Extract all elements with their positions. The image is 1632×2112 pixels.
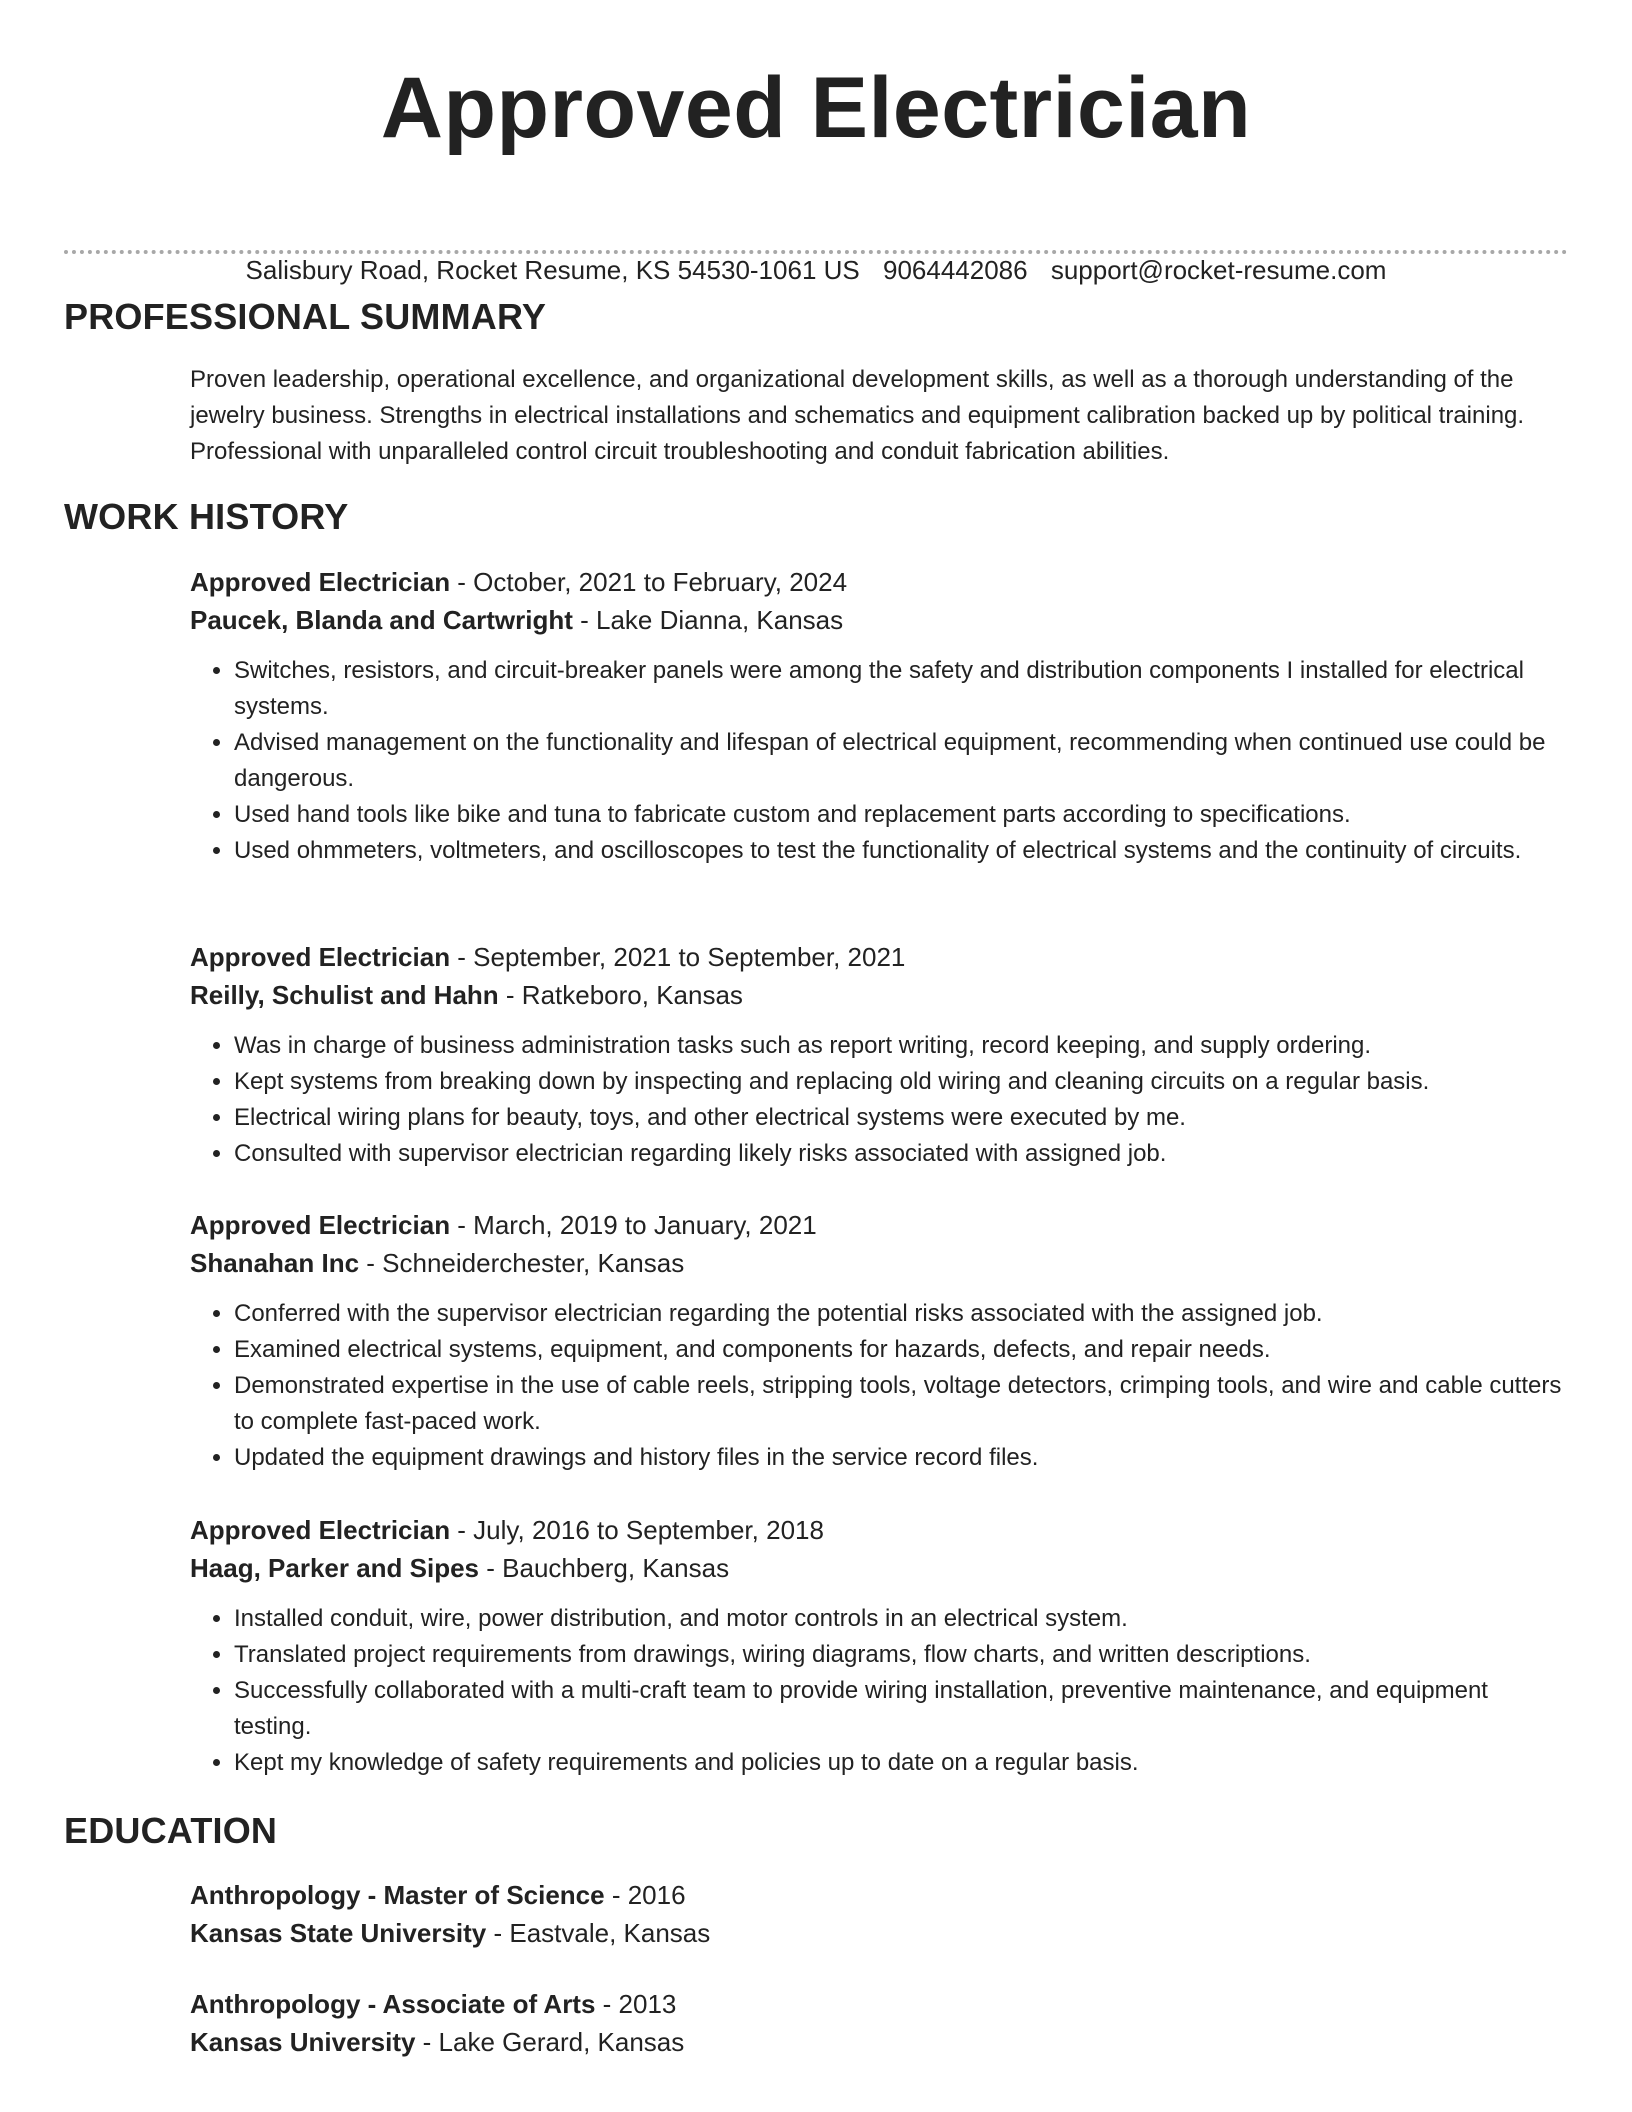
job-bullets: [190, 1028, 1570, 1172]
education-entry: [190, 1876, 1570, 1952]
job-entry: [190, 1206, 1570, 1476]
section-title-summary: PROFESSIONAL SUMMARY: [64, 296, 547, 337]
job-company-line: [190, 1244, 1570, 1282]
job-location: - Lake Dianna, Kansas: [572, 605, 844, 635]
contact-phone: 9064442086: [882, 255, 1028, 285]
job-entry: [190, 1511, 1570, 1781]
job-dates: - September, 2021 to September, 2021: [450, 942, 906, 972]
job-entry: [190, 563, 1570, 869]
job-title-line: [190, 563, 1570, 601]
list-item: • Examined electrical systems, equipment, and components for hazards, defects, and repair needs.: [234, 1332, 1570, 1368]
section-title-work-history: WORK HISTORY: [64, 496, 349, 537]
list-item: • Updated the equipment drawings and history files in the service record files.: [234, 1440, 1570, 1476]
list-item: • Switches, resistors, and circuit-breaker panels were among the safety and distribution components I installed for electrical systems.: [234, 653, 1570, 725]
job-title-line: [190, 1206, 1570, 1244]
header-divider: [64, 250, 1568, 254]
contact-line: [0, 254, 1632, 286]
job-bullets: [190, 653, 1570, 869]
list-item: • Advised management on the functionality and lifespan of electrical equipment, recommending when continued use could be dangerous.: [234, 725, 1570, 797]
education-school-line: [190, 1914, 1570, 1952]
job-location: - Schneiderchester, Kansas: [359, 1248, 685, 1278]
job-company-line: [190, 1549, 1570, 1587]
job-company-line: [190, 601, 1570, 639]
education-location: - Eastvale, Kansas: [486, 1918, 711, 1948]
education-degree-line: [190, 1985, 1570, 2023]
summary-text: Proven leadership, operational excellence, and organizational development skills, as well as a thorough understanding of the jewelry business. Strengths in electrical installations and schematics and equipment calibration backed up by political training. Professional with unparalleled control circuit troubleshooting and conduit fabrication abilities.: [190, 366, 1525, 465]
education-degree-line: [190, 1876, 1570, 1914]
job-company: Paucek, Blanda and Cartwright: [190, 605, 573, 635]
education-degree: Anthropology - Associate of Arts: [190, 1989, 596, 2019]
list-item: • Successfully collaborated with a multi-craft team to provide wiring installation, preventive maintenance, and equipment testing.: [234, 1673, 1570, 1745]
education-school-line: [190, 2023, 1570, 2061]
job-bullets: [190, 1601, 1570, 1781]
job-role: Approved Electrician: [190, 1515, 451, 1545]
list-item: • Installed conduit, wire, power distribution, and motor controls in an electrical system.: [234, 1601, 1570, 1637]
job-dates: - October, 2021 to February, 2024: [450, 567, 848, 597]
job-role: Approved Electrician: [190, 567, 451, 597]
list-item: • Used ohmmeters, voltmeters, and oscilloscopes to test the functionality of electrical systems and the continuity of circuits.: [234, 833, 1570, 869]
list-item: • Kept systems from breaking down by inspecting and replacing old wiring and cleaning circuits on a regular basis.: [234, 1064, 1570, 1100]
list-item: • Used hand tools like bike and tuna to fabricate custom and replacement parts according to specifications.: [234, 797, 1570, 833]
job-role: Approved Electrician: [190, 942, 451, 972]
candidate-name: Approved Electrician: [380, 60, 1252, 156]
education-degree: Anthropology - Master of Science: [190, 1880, 605, 1910]
education-school: Kansas State University: [190, 1918, 487, 1948]
list-item: • Demonstrated expertise in the use of cable reels, stripping tools, voltage detectors, crimping tools, and wire and cable cutters to complete fast-paced work.: [234, 1368, 1570, 1440]
job-company: Haag, Parker and Sipes: [190, 1553, 480, 1583]
job-bullets: [190, 1296, 1570, 1476]
job-location: - Ratkeboro, Kansas: [498, 980, 743, 1010]
education-school: Kansas University: [190, 2027, 416, 2057]
list-item: • Electrical wiring plans for beauty, toys, and other electrical systems were executed by me.: [234, 1100, 1570, 1136]
section-title-education: EDUCATION: [64, 1810, 278, 1851]
job-location: - Bauchberg, Kansas: [479, 1553, 730, 1583]
job-company: Reilly, Schulist and Hahn: [190, 980, 499, 1010]
list-item: • Was in charge of business administration tasks such as report writing, record keeping, and supply ordering.: [234, 1028, 1570, 1064]
list-item: • Conferred with the supervisor electrician regarding the potential risks associated with the assigned job.: [234, 1296, 1570, 1332]
job-dates: - March, 2019 to January, 2021: [450, 1210, 817, 1240]
education-year: - 2016: [604, 1880, 686, 1910]
job-dates: - July, 2016 to September, 2018: [450, 1515, 824, 1545]
job-entry: [190, 938, 1570, 1172]
job-role: Approved Electrician: [190, 1210, 451, 1240]
job-company-line: [190, 976, 1570, 1014]
education-location: - Lake Gerard, Kansas: [415, 2027, 685, 2057]
contact-address: Salisbury Road, Rocket Resume, KS 54530-1061 US: [245, 255, 860, 285]
job-title-line: [190, 938, 1570, 976]
job-company: Shanahan Inc: [190, 1248, 360, 1278]
education-entry: [190, 1985, 1570, 2061]
list-item: • Consulted with supervisor electrician regarding likely risks associated with assigned job.: [234, 1136, 1570, 1172]
list-item: • Translated project requirements from drawings, wiring diagrams, flow charts, and written descriptions.: [234, 1637, 1570, 1673]
resume-header: [0, 0, 1632, 158]
contact-email: support@rocket-resume.com: [1050, 255, 1387, 285]
job-title-line: [190, 1511, 1570, 1549]
education-year: - 2013: [595, 1989, 677, 2019]
list-item: • Kept my knowledge of safety requirements and policies up to date on a regular basis.: [234, 1745, 1570, 1781]
